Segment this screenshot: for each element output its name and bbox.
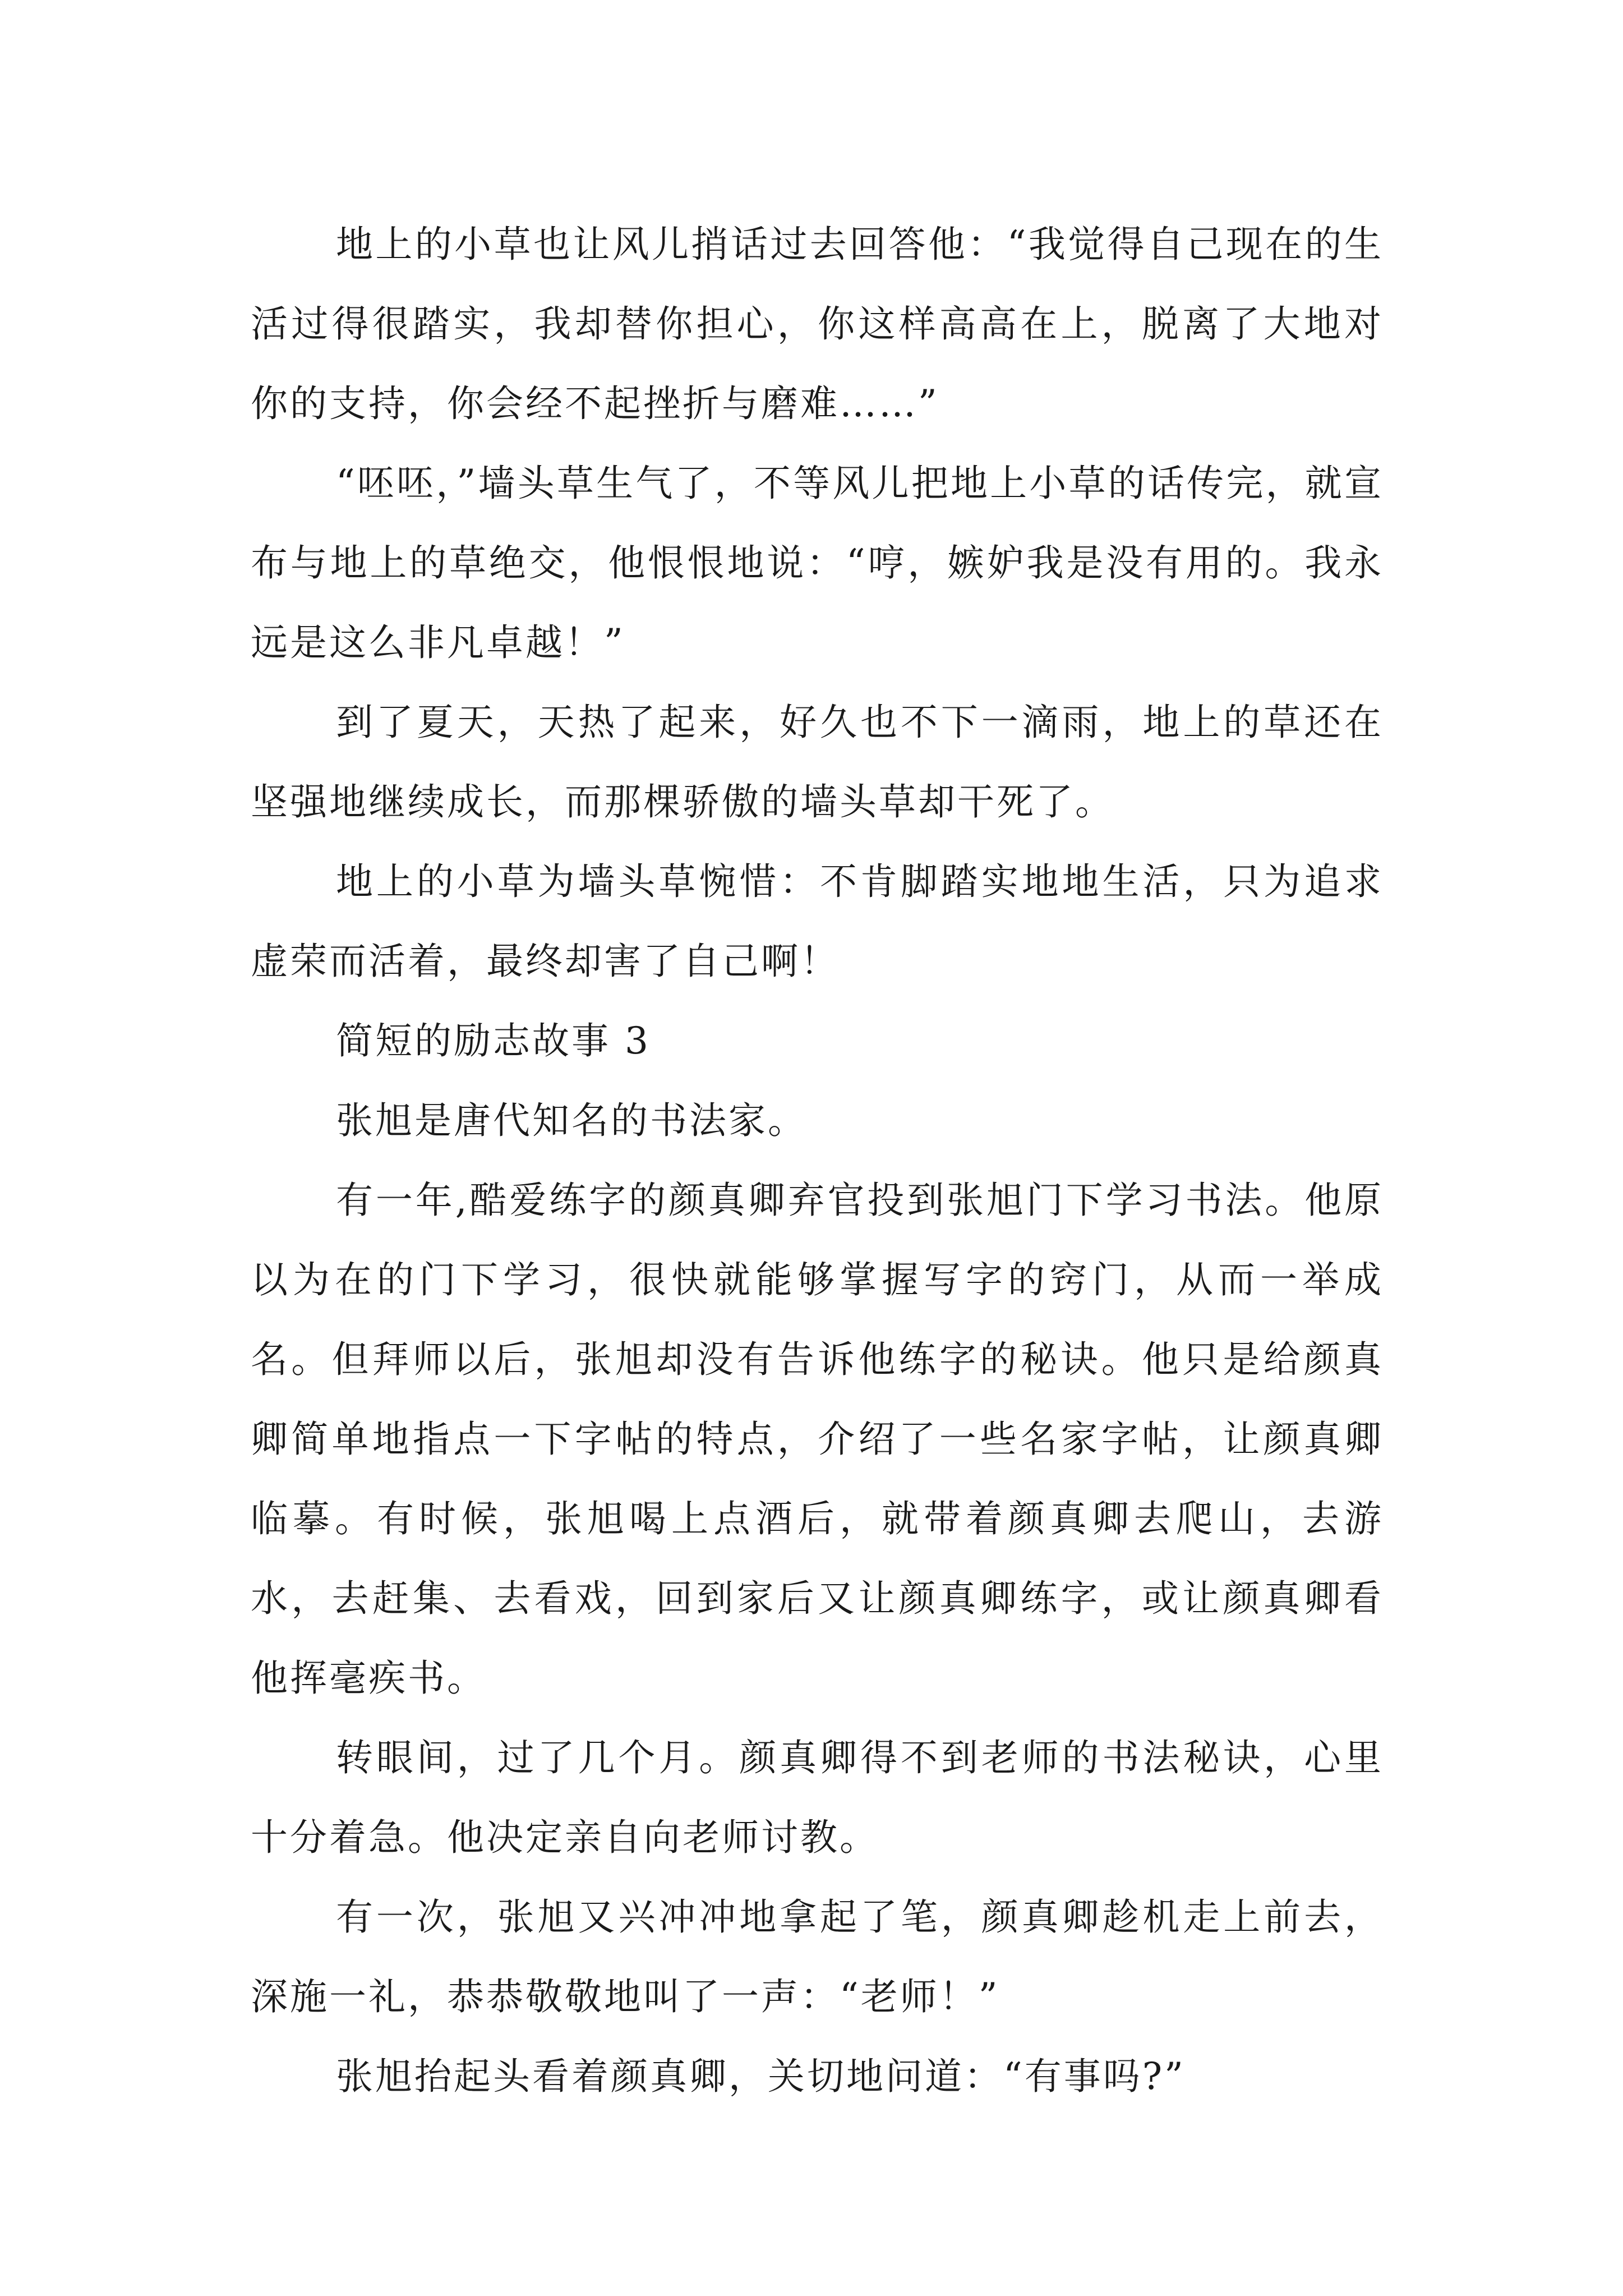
paragraph: “呸呸，”墙头草生气了，不等风儿把地上小草的话传完，就宣布与地上的草绝交，他恨恨地说：“哼，嫉妒我是没有用的。我永远是这么非凡卓越！” [251, 462, 1384, 664]
paragraph: 地上的小草为墙头草惋惜：不肯脚踏实地地生活，只为追求虚荣而活着，最终却害了自己啊！ [251, 860, 1384, 983]
paragraph: 地上的小草也让风儿捎话过去回答他：“我觉得自己现在的生活过得很踏实，我却替你担心，你这样高高在上，脱离了大地对你的支持，你会经不起挫折与磨难……” [251, 223, 1384, 425]
paragraph: 有一次，张旭又兴冲冲地拿起了笔，颜真卿趁机走上前去，深施一礼，恭恭敬敬地叫了一声：“老师！” [251, 1895, 1384, 2018]
paragraph: 到了夏天，天热了起来，好久也不下一滴雨，地上的草还在坚强地继续成长，而那棵骄傲的墙头草却干死了。 [251, 701, 1384, 823]
section-heading: 简短的励志故事 3 [336, 1019, 651, 1062]
paragraph: 转眼间，过了几个月。颜真卿得不到老师的书法秘诀，心里十分着急。他决定亲自向老师讨教。 [251, 1736, 1384, 1859]
document-body [251, 205, 1384, 2116]
paragraph: 有一年,酷爱练字的颜真卿弃官投到张旭门下学习书法。他原以为在的门下学习，很快就能够掌握写字的窍门，从而一举成名。但拜师以后，张旭却没有告诉他练字的秘诀。他只是给颜真卿简单地指点一下字帖的特点，介绍了一些名家字帖，让颜真卿临摹。有时候，张旭喝上点酒后，就带着颜真卿去爬山，去游水，去赶集、去看戏，回到家后又让颜真卿练字，或让颜真卿看他挥毫疾书。 [251, 1179, 1384, 1700]
paragraph: 张旭抬起头看着颜真卿，关切地问道：“有事吗?” [336, 2055, 1186, 2098]
paragraph: 张旭是唐代知名的书法家。 [336, 1099, 807, 1142]
